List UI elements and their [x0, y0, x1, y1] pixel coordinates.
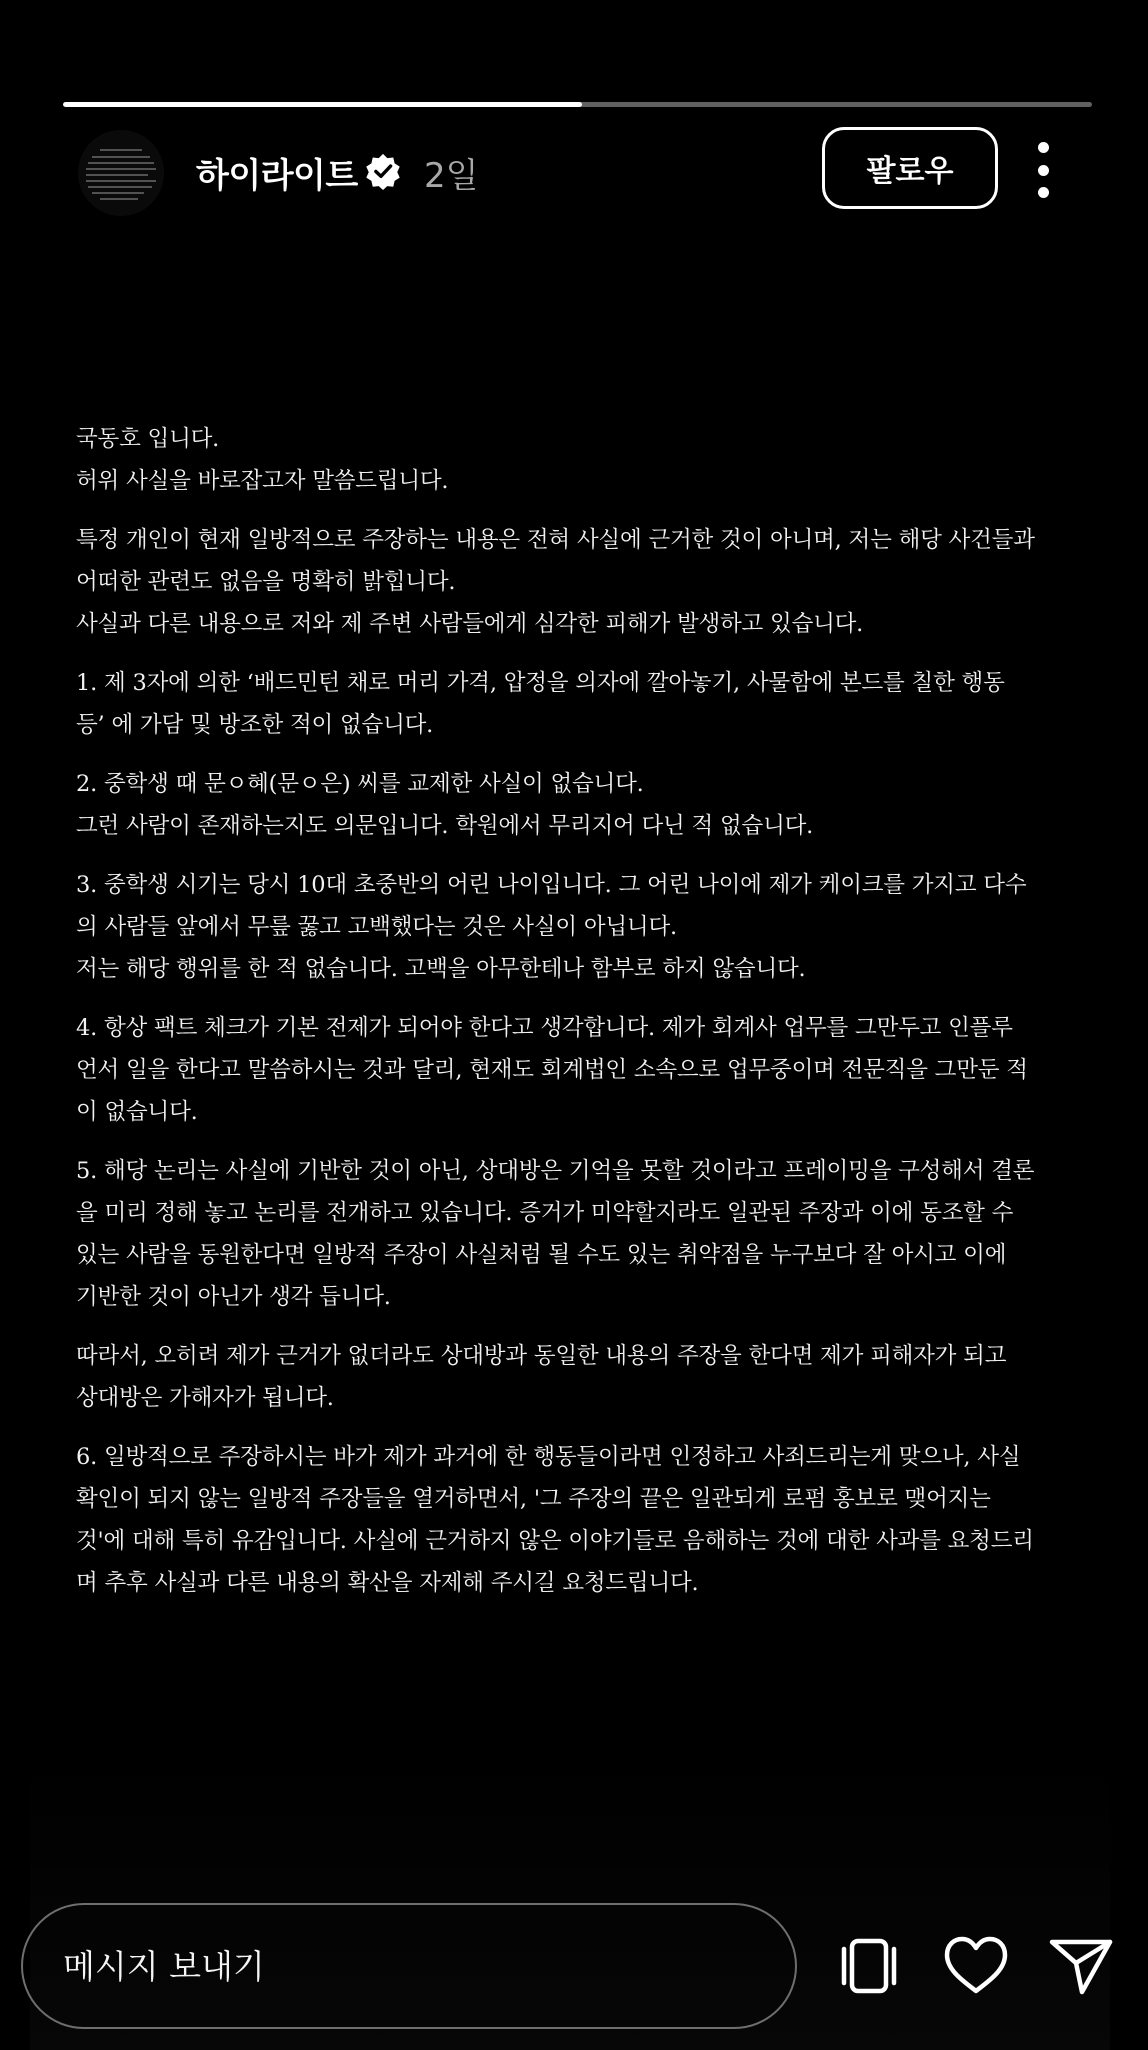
story-header: [0, 124, 1148, 218]
statement-line: 2. 중학생 때 문ㅇ혜(문ㅇ은) 씨를 교제한 사실이 없습니다.: [76, 771, 644, 797]
statement-line: 그런 사람이 존재하는지도 의문입니다. 학원에서 무리지어 다닌 적 없습니다.: [76, 813, 814, 839]
statement-paragraph: [76, 1335, 1086, 1419]
statement-paragraph: [76, 1007, 1086, 1133]
statement-paragraph: [76, 763, 1086, 847]
send-icon[interactable]: [1046, 1935, 1116, 1997]
reshare-icon[interactable]: [834, 1935, 904, 1997]
statement-line: 허위 사실을 바로잡고자 말씀드립니다.: [76, 468, 449, 494]
statement-paragraph: [76, 1150, 1086, 1318]
statement-image-text: [76, 418, 1086, 1604]
statement-paragraph: [76, 418, 1086, 502]
text-document-avatar-icon: [78, 130, 164, 216]
statement-line: 있는 사람을 동원한다면 일방적 주장이 사실처럼 될 수도 있는 취약점을 누구보다 잘 아시고 이에: [76, 1242, 1007, 1268]
verified-badge-icon: [364, 152, 402, 190]
more-vertical-icon[interactable]: [1026, 142, 1060, 198]
statement-line: 며 추후 사실과 다른 내용의 확산을 자제해 주시길 요청드립니다.: [76, 1570, 699, 1596]
statement-line: 의 사람들 앞에서 무릎 꿇고 고백했다는 것은 사실이 아닙니다.: [76, 914, 677, 940]
more-dot: [1038, 165, 1049, 176]
statement-line: 이 없습니다.: [76, 1099, 198, 1125]
statement-line: 언서 일을 한다고 말씀하시는 것과 달리, 현재도 회계법인 소속으로 업무중이며 전문직을 그만둔 적: [76, 1057, 1028, 1083]
more-dot: [1038, 187, 1049, 198]
statement-line: 확인이 되지 않는 일방적 주장들을 열거하면서, '그 주장의 끝은 일관되게 로펌 홍보로 맺어지는: [76, 1486, 991, 1512]
statement-line: 저는 해당 행위를 한 적 없습니다. 고백을 아무한테나 함부로 하지 않습니다.: [76, 956, 806, 982]
statement-paragraph: [76, 519, 1086, 645]
statement-line: 것'에 대해 특히 유감입니다. 사실에 근거하지 않은 이야기들로 음해하는 것에 대한 사과를 요청드리: [76, 1528, 1034, 1554]
statement-paragraph: [76, 1436, 1086, 1604]
statement-line: 등’ 에 가담 및 방조한 적이 없습니다.: [76, 712, 434, 738]
statement-line: 기반한 것이 아닌가 생각 듭니다.: [76, 1284, 391, 1310]
statement-line: 을 미리 정해 놓고 논리를 전개하고 있습니다. 증거가 미약할지라도 일관된 주장과 이에 동조할 수: [76, 1200, 1014, 1226]
follow-button[interactable]: 팔로우: [822, 127, 998, 209]
statement-line: 사실과 다른 내용으로 저와 제 주변 사람들에게 심각한 피해가 발생하고 있습니다.: [76, 611, 864, 637]
statement-line: 3. 중학생 시기는 당시 10대 초중반의 어린 나이입니다. 그 어린 나이에 제가 케이크를 가지고 다수: [76, 872, 1027, 898]
statement-paragraph: [76, 662, 1086, 746]
statement-paragraph: [76, 864, 1086, 990]
story-progress-fill: [63, 102, 582, 107]
statement-line: 4. 항상 팩트 체크가 기본 전제가 되어야 한다고 생각합니다. 제가 회계사 업무를 그만두고 인플루: [76, 1015, 1013, 1041]
statement-line: 특정 개인이 현재 일방적으로 주장하는 내용은 전혀 사실에 근거한 것이 아니며, 저는 해당 사건들과: [76, 527, 1035, 553]
username[interactable]: 하이라이트: [196, 156, 358, 196]
post-time: 2일: [424, 156, 479, 196]
message-input[interactable]: [21, 1903, 797, 2029]
statement-line: 어떠한 관련도 없음을 명확히 밝힙니다.: [76, 569, 456, 595]
statement-line: 따라서, 오히려 제가 근거가 없더라도 상대방과 동일한 내용의 주장을 한다면 제가 피해자가 되고: [76, 1343, 1007, 1369]
heart-icon[interactable]: [941, 1935, 1011, 1997]
statement-line: 1. 제 3자에 의한 ‘배드민턴 채로 머리 가격, 압정을 의자에 깔아놓기, 사물함에 본드를 칠한 행동: [76, 670, 1005, 696]
statement-line: 상대방은 가해자가 됩니다.: [76, 1385, 334, 1411]
avatar[interactable]: [78, 130, 164, 216]
more-dot: [1038, 142, 1049, 153]
statement-line: 5. 해당 논리는 사실에 기반한 것이 아닌, 상대방은 기억을 못할 것이라고 프레이밍을 구성해서 결론: [76, 1158, 1035, 1184]
statement-line: 국동호 입니다.: [76, 426, 220, 452]
story-progress-bar: [63, 102, 1092, 107]
statement-line: 6. 일방적으로 주장하시는 바가 제가 과거에 한 행동들이라면 인정하고 사죄드리는게 맞으나, 사실: [76, 1444, 1021, 1470]
